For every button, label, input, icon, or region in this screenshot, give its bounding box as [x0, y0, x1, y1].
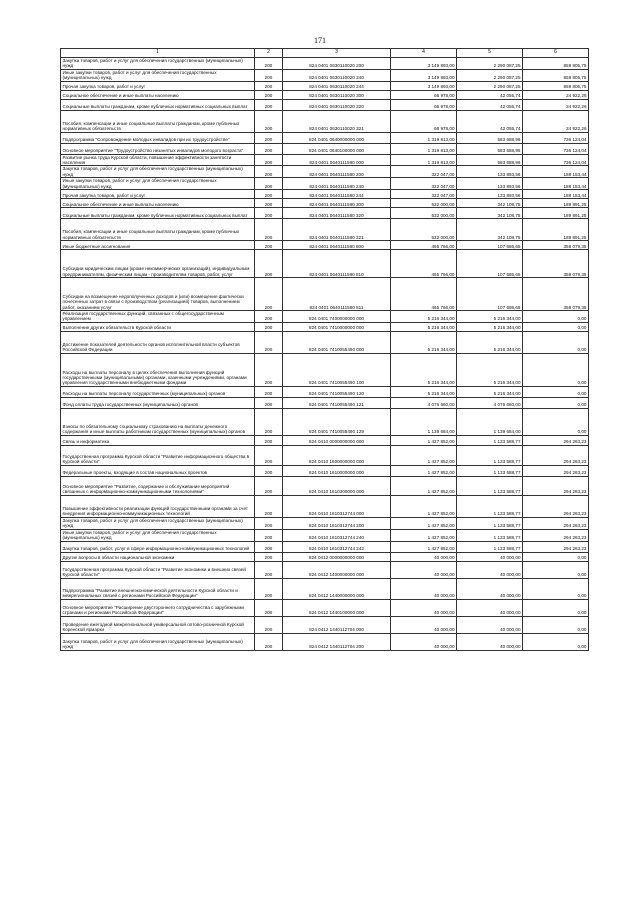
row-remaining-value: 24 922,26 — [523, 110, 589, 132]
row-code: 824 0412 1440112704 200 — [283, 633, 391, 650]
row-grbs: 200 — [255, 241, 283, 250]
header-cell: 2 — [255, 49, 283, 58]
row-code: 824 0412 1440112704 000 — [283, 616, 391, 633]
row-remaining-value: 294 263,23 — [523, 465, 589, 476]
row-code: 824 0410 1610312744 000 — [283, 495, 391, 517]
row-plan-value: 1 139 684,00 — [391, 408, 457, 435]
row-name: Связь и информатика — [61, 435, 255, 445]
row-grbs: 200 — [255, 81, 283, 90]
row-grbs: 200 — [255, 552, 283, 561]
row-grbs: 200 — [255, 397, 283, 408]
row-remaining-value: 294 263,23 — [523, 476, 589, 495]
row-plan-value: 1 427 852,00 — [391, 495, 457, 517]
row-grbs: 200 — [255, 132, 283, 143]
table-row — [61, 90, 589, 99]
table-row — [61, 132, 589, 143]
row-remaining-value: 859 805,75 — [523, 58, 589, 70]
row-name: Пособия, компенсации и иные социальные выплаты гражданам, кроме публичных нормативных обязательств — [61, 110, 255, 132]
row-code: 824 0412 1440000000 000 — [283, 578, 391, 599]
row-name: Подпрограмма "Сопровождение молодых инвалидов при их трудоустройстве" — [61, 132, 255, 143]
row-name: Достижение показателей деятельности органов исполнительной власти субъектов Российской Федерации — [61, 331, 255, 353]
row-plan-value: 532 000,00 — [391, 219, 457, 241]
row-code: 824 0401 7410055490 120 — [283, 386, 391, 397]
row-grbs: 200 — [255, 465, 283, 476]
row-name: Основное мероприятие "Трудоустройство незанятых инвалидов молодого возраста" — [61, 143, 255, 154]
table-row — [61, 435, 589, 445]
header-cell: 3 — [283, 49, 391, 58]
table-row — [61, 633, 589, 650]
row-executed-value: 40 000,00 — [457, 633, 523, 650]
table-row — [61, 110, 589, 132]
table-row — [61, 561, 589, 578]
row-remaining-value: 0,00 — [523, 353, 589, 386]
row-grbs: 200 — [255, 495, 283, 517]
row-plan-value: 1 427 852,00 — [391, 445, 457, 465]
row-executed-value: 107 686,65 — [457, 278, 523, 311]
row-plan-value: 66 978,00 — [391, 90, 457, 99]
row-code: 824 0401 0640111580 321 — [283, 219, 391, 241]
row-remaining-value: 294 263,23 — [523, 435, 589, 445]
table-row — [61, 552, 589, 561]
table-row — [61, 219, 589, 241]
row-grbs: 200 — [255, 517, 283, 529]
row-code: 824 0401 7410000000 000 — [283, 322, 391, 331]
row-executed-value: 5 216 344,00 — [457, 353, 523, 386]
table-row — [61, 465, 589, 476]
row-executed-value: 342 108,75 — [457, 199, 523, 208]
budget-table — [60, 48, 589, 651]
row-plan-value: 465 766,00 — [391, 250, 457, 278]
row-plan-value: 1 427 852,00 — [391, 435, 457, 445]
row-name: Пособия, компенсации и иные социальные выплаты гражданам, кроме публичных нормативных обязательств — [61, 219, 255, 241]
row-plan-value: 5 216 344,00 — [391, 353, 457, 386]
row-executed-value: 1 133 588,77 — [457, 435, 523, 445]
row-plan-value: 3 149 893,00 — [391, 81, 457, 90]
row-grbs: 200 — [255, 561, 283, 578]
row-grbs: 200 — [255, 250, 283, 278]
row-code: 824 0401 0640111580 000 — [283, 154, 391, 166]
row-name: Закупка товаров, работ и услуг для обеспечения государственных (муниципальных) нужд — [61, 517, 255, 529]
row-executed-value: 40 000,00 — [457, 552, 523, 561]
row-executed-value: 1 133 588,77 — [457, 445, 523, 465]
row-code: 824 0412 0000000000 000 — [283, 552, 391, 561]
row-name: Прочая закупка товаров, работ и услуг — [61, 190, 255, 199]
header-cell: 1 — [61, 49, 255, 58]
table-row — [61, 166, 589, 178]
table-row — [61, 445, 589, 465]
row-name: Закупка товаров, работ и услуг для обеспечения государственных (муниципальных) нужд — [61, 166, 255, 178]
row-plan-value: 40 000,00 — [391, 616, 457, 633]
row-grbs: 200 — [255, 154, 283, 166]
row-plan-value: 322 047,00 — [391, 166, 457, 178]
table-row — [61, 578, 589, 599]
row-executed-value: 342 108,75 — [457, 219, 523, 241]
table-row — [61, 154, 589, 166]
row-executed-value: 42 055,74 — [457, 110, 523, 132]
row-grbs: 200 — [255, 529, 283, 541]
row-name: Другие вопросы в области национальной экономики — [61, 552, 255, 561]
row-executed-value: 2 290 087,25 — [457, 69, 523, 81]
table-row — [61, 69, 589, 81]
row-grbs: 200 — [255, 90, 283, 99]
table-row — [61, 517, 589, 529]
row-grbs: 200 — [255, 278, 283, 311]
table-row — [61, 143, 589, 154]
row-executed-value: 1 133 588,77 — [457, 465, 523, 476]
row-plan-value: 465 766,00 — [391, 241, 457, 250]
row-plan-value: 532 000,00 — [391, 199, 457, 208]
row-name: Расходы на выплаты персоналу в целях обеспечения выполнения функций государственными (муниципальными) органами, казенными учреждениями, органами управления государственными внебюджетными фондами — [61, 353, 255, 386]
row-code: 824 0401 7410055490 000 — [283, 331, 391, 353]
row-name: Социальные выплаты гражданам, кроме публичных нормативных социальных выплат — [61, 99, 255, 110]
row-name: Проведение ежегодной межрегиональной универсальной оптово-розничной Курской Коренской ярмарки — [61, 616, 255, 633]
row-grbs: 200 — [255, 178, 283, 190]
row-remaining-value: 189 891,25 — [523, 208, 589, 219]
row-plan-value: 465 766,00 — [391, 278, 457, 311]
row-plan-value: 1 427 852,00 — [391, 541, 457, 552]
table-row — [61, 331, 589, 353]
row-name: Основное мероприятие "Расширение двустороннего сотрудничества с зарубежными странами и регионами Российской Федерации" — [61, 599, 255, 616]
row-code: 824 0401 0630110020 200 — [283, 58, 391, 70]
row-name: Иные закупки товаров, работ и услуг для обеспечения государственных (муниципальных) нужд — [61, 178, 255, 190]
row-name: Социальное обеспечение и иные выплаты населению — [61, 199, 255, 208]
row-executed-value: 1 139 684,00 — [457, 408, 523, 435]
row-executed-value: 583 688,96 — [457, 143, 523, 154]
table-row — [61, 58, 589, 70]
row-remaining-value: 294 263,23 — [523, 445, 589, 465]
row-remaining-value: 0,00 — [523, 633, 589, 650]
table-row — [61, 311, 589, 323]
row-remaining-value: 0,00 — [523, 578, 589, 599]
row-code: 824 0412 1400000000 000 — [283, 561, 391, 578]
row-code: 824 0410 1610312744 200 — [283, 517, 391, 529]
row-plan-value: 1 427 852,00 — [391, 476, 457, 495]
row-code: 824 0401 0630110020 240 — [283, 69, 391, 81]
row-plan-value: 1 319 813,00 — [391, 154, 457, 166]
row-plan-value: 1 319 813,00 — [391, 143, 457, 154]
row-code: 824 0401 0640111580 200 — [283, 166, 391, 178]
row-name: Основное мероприятие "Развитие, содержание и обслуживание мероприятий связанных с информационно-коммуникационными технологиями" — [61, 476, 255, 495]
table-row — [61, 250, 589, 278]
row-executed-value: 4 076 660,00 — [457, 397, 523, 408]
row-code: 824 0401 0640111580 811 — [283, 278, 391, 311]
row-plan-value: 40 000,00 — [391, 552, 457, 561]
row-executed-value: 133 893,56 — [457, 178, 523, 190]
table-header-row — [61, 49, 589, 58]
row-executed-value: 342 108,75 — [457, 208, 523, 219]
row-plan-value: 40 000,00 — [391, 599, 457, 616]
row-name: Закупка товаров, работ и услуг для обеспечения государственных (муниципальных) нужд — [61, 58, 255, 70]
row-plan-value: 5 216 344,00 — [391, 311, 457, 323]
row-name: Повышение эффективности реализации функций государственными органами за счет внедрения информационно-коммуникационных технологий — [61, 495, 255, 517]
row-plan-value: 4 076 660,00 — [391, 397, 457, 408]
row-grbs: 200 — [255, 435, 283, 445]
row-plan-value: 5 216 344,00 — [391, 331, 457, 353]
row-executed-value: 42 055,74 — [457, 90, 523, 99]
row-grbs: 200 — [255, 408, 283, 435]
header-cell: 5 — [457, 49, 523, 58]
row-grbs: 200 — [255, 476, 283, 495]
row-remaining-value: 358 079,35 — [523, 278, 589, 311]
table-row — [61, 495, 589, 517]
row-grbs: 200 — [255, 166, 283, 178]
row-remaining-value: 24 922,26 — [523, 90, 589, 99]
table-row — [61, 386, 589, 397]
row-remaining-value: 736 124,04 — [523, 143, 589, 154]
row-grbs: 200 — [255, 322, 283, 331]
row-executed-value: 583 688,96 — [457, 132, 523, 143]
row-code: 824 0401 7410055490 100 — [283, 353, 391, 386]
row-plan-value: 322 047,00 — [391, 178, 457, 190]
table-row — [61, 353, 589, 386]
row-executed-value: 40 000,00 — [457, 578, 523, 599]
row-plan-value: 322 047,00 — [391, 190, 457, 199]
table-row — [61, 190, 589, 199]
row-remaining-value: 736 124,04 — [523, 132, 589, 143]
row-executed-value: 2 290 087,25 — [457, 58, 523, 70]
row-plan-value: 5 216 344,00 — [391, 386, 457, 397]
row-executed-value: 5 216 344,00 — [457, 386, 523, 397]
row-code: 824 0401 7400000000 000 — [283, 311, 391, 323]
row-remaining-value: 0,00 — [523, 561, 589, 578]
row-executed-value: 107 686,65 — [457, 241, 523, 250]
row-grbs: 200 — [255, 386, 283, 397]
row-executed-value: 133 893,56 — [457, 190, 523, 199]
row-executed-value: 1 133 588,77 — [457, 495, 523, 517]
row-grbs: 200 — [255, 199, 283, 208]
row-executed-value: 5 216 344,00 — [457, 322, 523, 331]
table-row — [61, 178, 589, 190]
row-code: 824 0401 0640111580 810 — [283, 250, 391, 278]
row-remaining-value: 0,00 — [523, 599, 589, 616]
row-executed-value: 1 133 588,77 — [457, 476, 523, 495]
row-executed-value: 5 216 344,00 — [457, 331, 523, 353]
row-name: Прочая закупка товаров, работ и услуг — [61, 81, 255, 90]
row-code: 824 0410 1600000000 000 — [283, 445, 391, 465]
table-row — [61, 616, 589, 633]
table-row — [61, 397, 589, 408]
row-grbs: 200 — [255, 110, 283, 132]
row-remaining-value: 188 153,44 — [523, 166, 589, 178]
row-code: 824 0412 1440100000 000 — [283, 599, 391, 616]
row-code: 824 0410 1610300000 000 — [283, 476, 391, 495]
row-remaining-value: 0,00 — [523, 408, 589, 435]
row-plan-value: 532 000,00 — [391, 208, 457, 219]
header-cell: 6 — [523, 49, 589, 58]
row-remaining-value: 0,00 — [523, 311, 589, 323]
row-grbs: 200 — [255, 219, 283, 241]
row-name: Иные бюджетные ассигнования — [61, 241, 255, 250]
row-plan-value: 1 427 852,00 — [391, 529, 457, 541]
row-grbs: 200 — [255, 541, 283, 552]
table-row — [61, 241, 589, 250]
row-code: 824 0401 0630110020 300 — [283, 90, 391, 99]
row-plan-value: 40 000,00 — [391, 561, 457, 578]
row-code: 824 0401 0640111580 320 — [283, 208, 391, 219]
row-executed-value: 1 133 588,77 — [457, 529, 523, 541]
row-grbs: 200 — [255, 143, 283, 154]
row-grbs: 200 — [255, 190, 283, 199]
row-plan-value: 1 319 813,00 — [391, 132, 457, 143]
row-name: Иные закупки товаров, работ и услуг для обеспечения государственных (муниципальных) нужд — [61, 529, 255, 541]
row-executed-value: 40 000,00 — [457, 561, 523, 578]
row-code: 824 0401 7410055490 121 — [283, 397, 391, 408]
row-remaining-value: 358 079,35 — [523, 250, 589, 278]
row-remaining-value: 294 263,23 — [523, 541, 589, 552]
row-executed-value: 42 055,74 — [457, 99, 523, 110]
page-number: 171 — [314, 36, 326, 45]
row-code: 824 0401 0640111580 244 — [283, 190, 391, 199]
row-code: 824 0401 7410055490 129 — [283, 408, 391, 435]
row-executed-value: 107 686,65 — [457, 250, 523, 278]
row-code: 824 0410 1610000000 000 — [283, 465, 391, 476]
row-name: Субсидии юридическим лицам (кроме некоммерческих организаций), индивидуальным предпринимателям, физическим лицам - производителям товаров, работ, услуг — [61, 250, 255, 278]
row-remaining-value: 0,00 — [523, 386, 589, 397]
row-grbs: 200 — [255, 311, 283, 323]
row-remaining-value: 189 891,25 — [523, 219, 589, 241]
row-plan-value: 40 000,00 — [391, 633, 457, 650]
row-name: Иные закупки товаров, работ и услуг для обеспечения государственных (муниципальных) нужд — [61, 69, 255, 81]
table-row — [61, 599, 589, 616]
row-executed-value: 583 688,96 — [457, 154, 523, 166]
row-grbs: 200 — [255, 99, 283, 110]
row-grbs: 200 — [255, 633, 283, 650]
row-plan-value: 5 216 344,00 — [391, 322, 457, 331]
row-name: Реализация государственных функций, связанных с общегосударственным управлением — [61, 311, 255, 323]
row-name: Социальное обеспечение и иные выплаты населению — [61, 90, 255, 99]
row-remaining-value: 24 922,26 — [523, 99, 589, 110]
row-code: 824 0401 0630110020 244 — [283, 81, 391, 90]
row-grbs: 200 — [255, 445, 283, 465]
row-remaining-value: 736 124,04 — [523, 154, 589, 166]
row-code: 824 0410 1610312744 242 — [283, 541, 391, 552]
row-name: Закупка товаров, работ, услуг в сфере информационно-коммуникационных технологий — [61, 541, 255, 552]
table-row — [61, 199, 589, 208]
table-row — [61, 529, 589, 541]
table-row — [61, 476, 589, 495]
row-grbs: 200 — [255, 208, 283, 219]
row-name: Субсидии на возмещение недополученных доходов и (или) возмещение фактически понесенных затрат в связи с производством (реализацией) товаров, выполнением работ, оказанием услуг — [61, 278, 255, 311]
row-executed-value: 5 216 344,00 — [457, 311, 523, 323]
row-plan-value: 66 978,00 — [391, 99, 457, 110]
row-code: 824 0401 0630110020 321 — [283, 110, 391, 132]
row-plan-value: 1 427 852,00 — [391, 465, 457, 476]
row-grbs: 200 — [255, 353, 283, 386]
row-remaining-value: 859 805,75 — [523, 69, 589, 81]
row-plan-value: 66 978,00 — [391, 110, 457, 132]
row-name: Выполнение других обязательств Курской области — [61, 322, 255, 331]
row-remaining-value: 358 079,35 — [523, 241, 589, 250]
row-name: Государственная программа Курской области "Развитие экономики и внешних связей Курской области" — [61, 561, 255, 578]
header-cell: 4 — [391, 49, 457, 58]
row-remaining-value: 294 263,23 — [523, 529, 589, 541]
row-name: Взносы по обязательному социальному страхованию на выплаты денежного содержания и иные выплаты работникам государственных (муниципальных) органов — [61, 408, 255, 435]
row-remaining-value: 0,00 — [523, 331, 589, 353]
row-code: 824 0401 0640111580 300 — [283, 199, 391, 208]
row-remaining-value: 188 153,44 — [523, 178, 589, 190]
row-code: 824 0401 0640000000 000 — [283, 132, 391, 143]
row-code: 824 0410 0000000000 000 — [283, 435, 391, 445]
row-name: Федеральные проекты, входящие в состав национальных проектов — [61, 465, 255, 476]
row-remaining-value: 859 805,75 — [523, 81, 589, 90]
row-grbs: 200 — [255, 69, 283, 81]
row-plan-value: 40 000,00 — [391, 578, 457, 599]
row-remaining-value: 294 263,23 — [523, 517, 589, 529]
row-remaining-value: 294 263,23 — [523, 495, 589, 517]
table-row — [61, 208, 589, 219]
row-name: Развитие рынка труда Курской области, повышение эффективности занятости населения — [61, 154, 255, 166]
row-executed-value: 2 290 087,25 — [457, 81, 523, 90]
row-grbs: 200 — [255, 599, 283, 616]
table-row — [61, 322, 589, 331]
row-executed-value: 1 133 588,77 — [457, 517, 523, 529]
row-name: Подпрограмма "Развитие внешнеэкономической деятельности Курской области и межрегиональных связей с регионами Российской Федерации" — [61, 578, 255, 599]
row-plan-value: 3 149 893,00 — [391, 58, 457, 70]
row-code: 824 0401 0640100000 000 — [283, 143, 391, 154]
table-row — [61, 81, 589, 90]
row-name: Фонд оплаты труда государственных (муниципальных) органов — [61, 397, 255, 408]
row-grbs: 200 — [255, 616, 283, 633]
row-remaining-value: 0,00 — [523, 397, 589, 408]
row-remaining-value: 189 891,25 — [523, 199, 589, 208]
row-remaining-value: 0,00 — [523, 616, 589, 633]
row-grbs: 200 — [255, 331, 283, 353]
row-grbs: 200 — [255, 578, 283, 599]
row-executed-value: 40 000,00 — [457, 599, 523, 616]
table-row — [61, 408, 589, 435]
row-name: Закупка товаров, работ и услуг для обеспечения государственных (муниципальных) нужд — [61, 633, 255, 650]
row-executed-value: 1 133 588,77 — [457, 541, 523, 552]
row-name: Государственная программа Курской области "Развитие информационного общества в Курской области" — [61, 445, 255, 465]
table-row — [61, 278, 589, 311]
table-row — [61, 541, 589, 552]
row-remaining-value: 0,00 — [523, 552, 589, 561]
row-remaining-value: 188 153,44 — [523, 190, 589, 199]
row-plan-value: 1 427 852,00 — [391, 517, 457, 529]
row-code: 824 0410 1610312744 240 — [283, 529, 391, 541]
row-name: Социальные выплаты гражданам, кроме публичных нормативных социальных выплат — [61, 208, 255, 219]
row-code: 824 0401 0630110020 320 — [283, 99, 391, 110]
row-grbs: 200 — [255, 58, 283, 70]
row-name: Расходы на выплаты персоналу государственных (муниципальных) органов — [61, 386, 255, 397]
row-executed-value: 133 893,56 — [457, 166, 523, 178]
row-plan-value: 3 149 893,00 — [391, 69, 457, 81]
row-code: 824 0401 0640111580 240 — [283, 178, 391, 190]
table-row — [61, 99, 589, 110]
row-code: 824 0401 0640111580 800 — [283, 241, 391, 250]
row-executed-value: 40 000,00 — [457, 616, 523, 633]
row-remaining-value: 0,00 — [523, 322, 589, 331]
